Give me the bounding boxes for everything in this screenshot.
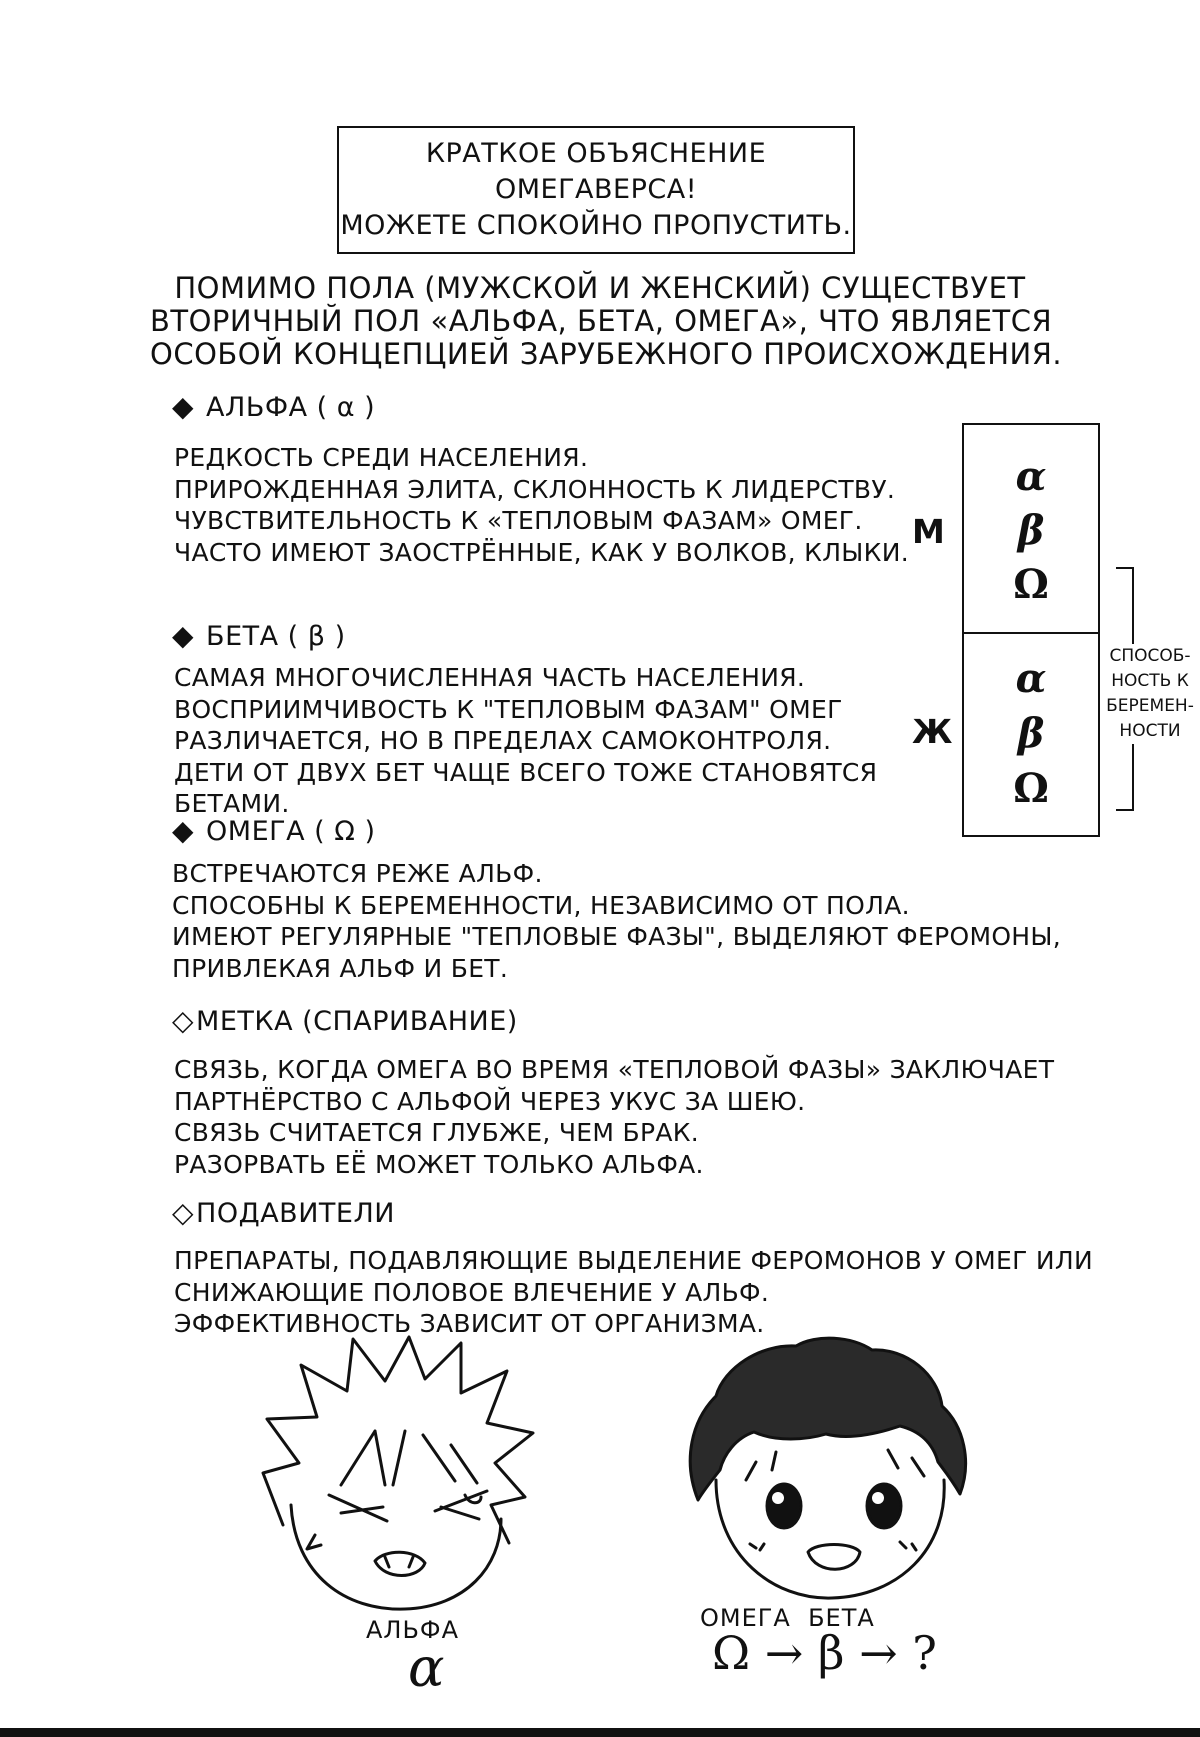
intro-line: ВТОРИЧНЫЙ ПОЛ «АЛЬФА, БЕТА, ОМЕГА», ЧТО ЯВЛЯЕТСЯ xyxy=(150,304,1053,338)
suppressants-title: ПОДАВИТЕЛИ xyxy=(196,1198,395,1229)
beta-description xyxy=(174,662,877,820)
curly-hair-chibi-illustration xyxy=(676,1330,976,1620)
male-alpha-symbol: α xyxy=(1015,453,1047,500)
mark-title: МЕТКА (СПАРИВАНИЕ) xyxy=(196,1006,518,1037)
alpha-description xyxy=(174,442,909,568)
page-bottom-border xyxy=(0,1728,1200,1737)
suppressants-heading xyxy=(172,1196,395,1229)
omega-line: ВСТРЕЧАЮТСЯ РЕЖЕ АЛЬФ. xyxy=(172,859,543,888)
female-label: Ж xyxy=(912,712,953,751)
filled-diamond-icon: ◆ xyxy=(172,390,195,423)
notice-line-1: КРАТКОЕ ОБЪЯСНЕНИЕ ОМЕГАВЕРСА! xyxy=(425,138,767,205)
alpha-symbol-caption: α xyxy=(408,1636,445,1699)
alpha-line: ПРИРОЖДЕННАЯ ЭЛИТА, СКЛОННОСТЬ К ЛИДЕРСТВУ. xyxy=(174,474,896,504)
notice-line-2: МОЖЕТЕ СПОКОЙНО ПРОПУСТИТЬ. xyxy=(340,210,852,241)
female-alpha-symbol: α xyxy=(1015,655,1047,702)
outline-diamond-icon: ◇ xyxy=(172,1196,195,1229)
notice-box xyxy=(337,126,855,254)
omega-title: ОМЕГА ( Ω ) xyxy=(206,816,376,847)
filled-diamond-icon: ◆ xyxy=(172,619,195,652)
male-label: М xyxy=(912,512,945,551)
mark-line: ПАРТНЁРСТВО С АЛЬФОЙ ЧЕРЕЗ УКУС ЗА ШЕЮ. xyxy=(174,1086,806,1116)
alpha-heading xyxy=(172,390,375,423)
pregnancy-note-line: СПОСОБ- xyxy=(1109,646,1191,666)
omega-heading xyxy=(172,814,376,847)
female-omega-symbol: Ω xyxy=(1013,765,1049,812)
omega-description xyxy=(172,858,1061,984)
pregnancy-note-line: НОСТИ xyxy=(1119,721,1181,741)
suppressants-line: ПРЕПАРАТЫ, ПОДАВЛЯЮЩИЕ ВЫДЕЛЕНИЕ ФЕРОМОНОВ У ОМЕГ ИЛИ xyxy=(174,1246,1093,1275)
alpha-line: РЕДКОСТЬ СРЕДИ НАСЕЛЕНИЯ. xyxy=(174,443,589,472)
intro-paragraph xyxy=(150,271,1063,371)
mark-heading xyxy=(172,1004,518,1037)
female-beta-symbol: β xyxy=(1017,710,1045,757)
omega-line: ИМЕЮТ РЕГУЛЯРНЫЕ "ТЕПЛОВЫЕ ФАЗЫ", ВЫДЕЛЯЮТ ФЕРОМОНЫ, xyxy=(172,922,1062,951)
suppressants-line: СНИЖАЮЩИЕ ПОЛОВОЕ ВЛЕЧЕНИЕ У АЛЬФ. xyxy=(174,1277,770,1307)
beta-heading xyxy=(172,619,346,652)
mark-line: СВЯЗЬ СЧИТАЕТСЯ ГЛУБЖЕ, ЧЕМ БРАК. xyxy=(174,1118,700,1147)
omega-line: ПРИВЛЕКАЯ АЛЬФ И БЕТ. xyxy=(172,953,509,983)
omega-line: СПОСОБНЫ К БЕРЕМЕННОСТИ, НЕЗАВИСИМО ОТ ПОЛА. xyxy=(172,890,910,920)
beta-line: ВОСПРИИМЧИВОСТЬ К "ТЕПЛОВЫМ ФАЗАМ" ОМЕГ xyxy=(174,694,843,724)
mark-description xyxy=(174,1054,1054,1180)
suppressants-description xyxy=(174,1245,1093,1340)
gender-diagram-box xyxy=(962,423,1100,837)
beta-line: РАЗЛИЧАЕТСЯ, НО В ПРЕДЕЛАХ САМОКОНТРОЛЯ. xyxy=(174,726,832,755)
suppressants-line: ЭФФЕКТИВНОСТЬ ЗАВИСИТ ОТ ОРГАНИЗМА. xyxy=(174,1309,765,1338)
beta-title: БЕТА ( β ) xyxy=(206,621,346,652)
omega-beta-caption: ОМЕГА БЕТА xyxy=(700,1604,875,1632)
filled-diamond-icon: ◆ xyxy=(172,814,195,847)
mark-line: СВЯЗЬ, КОГДА ОМЕГА ВО ВРЕМЯ «ТЕПЛОВОЙ ФАЗЫ» ЗАКЛЮЧАЕТ xyxy=(174,1055,1055,1084)
beta-line: ДЕТИ ОТ ДВУХ БЕТ ЧАЩЕ ВСЕГО ТОЖЕ СТАНОВЯТСЯ xyxy=(174,757,878,787)
intro-line: ПОМИМО ПОЛА (МУЖСКОЙ И ЖЕНСКИЙ) СУЩЕСТВУЕТ xyxy=(174,271,1026,305)
male-omega-symbol: Ω xyxy=(1013,561,1049,608)
male-beta-symbol: β xyxy=(1017,507,1045,554)
omega-beta-symbols: Ω → β → ? xyxy=(712,1626,937,1680)
outline-diamond-icon: ◇ xyxy=(172,1004,195,1037)
alpha-title: АЛЬФА ( α ) xyxy=(206,392,376,423)
alpha-line: ЧАСТО ИМЕЮТ ЗАОСТРЁННЫЕ, КАК У ВОЛКОВ, КЛЫКИ. xyxy=(174,537,909,567)
intro-line: ОСОБОЙ КОНЦЕПЦИЕЙ ЗАРУБЕЖНОГО ПРОИСХОЖДЕНИЯ. xyxy=(150,337,1063,371)
beta-line: САМАЯ МНОГОЧИСЛЕННАЯ ЧАСТЬ НАСЕЛЕНИЯ. xyxy=(174,663,806,692)
alpha-line: ЧУВСТВИТЕЛЬНОСТЬ К «ТЕПЛОВЫМ ФАЗАМ» ОМЕГ. xyxy=(174,506,863,535)
pregnancy-note xyxy=(1100,644,1200,744)
mark-line: РАЗОРВАТЬ ЕЁ МОЖЕТ ТОЛЬКО АЛЬФА. xyxy=(174,1149,704,1179)
pregnancy-note-line: НОСТЬ К xyxy=(1111,671,1189,691)
beta-line: БЕТАМИ. xyxy=(174,789,290,818)
alpha-caption: АЛЬФА xyxy=(366,1616,460,1644)
pregnancy-note-line: БЕРЕМЕН- xyxy=(1106,696,1194,716)
diagram-divider xyxy=(964,632,1098,634)
spiky-hair-chibi-illustration xyxy=(255,1335,540,1620)
